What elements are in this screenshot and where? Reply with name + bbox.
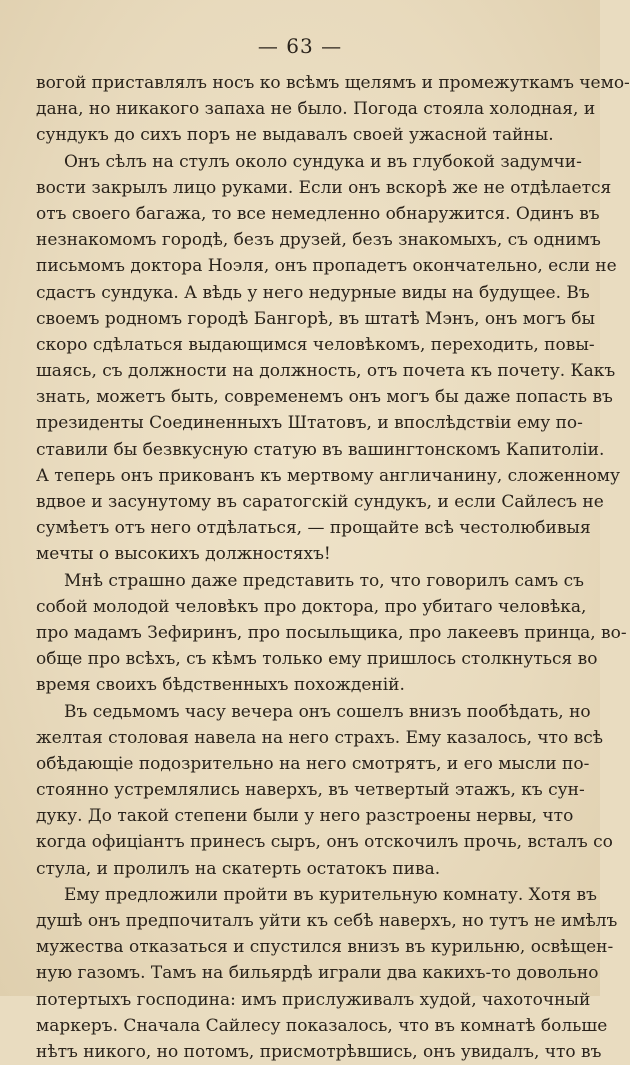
text-line: скоро сдѣлаться выдающимся человѣкомъ, переходить, повы- xyxy=(36,334,595,355)
text-line: потертыхъ господина: имъ прислуживалъ худой, чахоточный xyxy=(36,989,591,1010)
text-line: вости закрылъ лицо руками. Если онъ вскорѣ же не отдѣлается xyxy=(36,177,612,198)
text-line: вдвое и засунутому въ саратогскій сундукъ, и если Сайлесъ не xyxy=(36,492,604,512)
text-line: знать, можетъ быть, современемъ онъ могъ бы даже попасть въ xyxy=(36,387,613,408)
text-line: стоянно устремлялись наверхъ, въ четвертый этажъ, къ сун- xyxy=(36,780,585,801)
paragraph xyxy=(36,70,630,149)
text-line: собой молодой человѣкъ про доктора, про убитаго человѣка, xyxy=(36,596,587,617)
text-line: душѣ онъ предпочиталъ уйти къ себѣ наверхъ, но тутъ не имѣлъ xyxy=(36,911,618,931)
text-line: Мнѣ страшно даже представить то, что говорилъ самъ съ xyxy=(64,570,584,591)
paragraph xyxy=(36,568,627,699)
text-line: нѣтъ никого, но потомъ, присмотрѣвшись, онъ увидалъ, что въ xyxy=(36,1041,602,1062)
paragraph xyxy=(36,882,618,1065)
text-line: незнакомомъ городѣ, безъ друзей, безъ знакомыхъ, съ однимъ xyxy=(36,230,601,251)
text-line: про мадамъ Зефиринъ, про посыльщика, про лакеевъ принца, во- xyxy=(36,622,627,643)
text-line: маркеръ. Сначала Сайлесу показалось, что въ комнатѣ больше xyxy=(36,1015,608,1036)
body-text xyxy=(36,70,630,1065)
text-line: дуку. До такой степени были у него разстроены нервы, что xyxy=(36,806,574,827)
text-line: письмомъ доктора Ноэля, онъ пропадетъ окончательно, если не xyxy=(36,256,617,277)
page-number: — 63 — xyxy=(257,34,343,58)
text-line: желтая столовая навела на него страхъ. Ему казалось, что всѣ xyxy=(36,727,604,748)
text-line: Ему предложили пройти въ курительную комнату. Хотя въ xyxy=(64,884,597,905)
text-line: стула, и пролилъ на скатерть остатокъ пива. xyxy=(36,858,441,879)
text-line: Онъ сѣлъ на стулъ около сундука и въ глубокой задумчи- xyxy=(64,151,582,172)
text-line: вогой приставлялъ носъ ко всѣмъ щелямъ и промежуткамъ чемо- xyxy=(36,73,630,93)
text-line: ную газомъ. Тамъ на бильярдѣ играли два какихъ-то довольно xyxy=(36,963,599,984)
text-line: ставили бы безвкусную статую въ вашингтонскомъ Капитоліи. xyxy=(36,439,605,460)
text-line: А теперь онъ прикованъ къ мертвому англичанину, сложенному xyxy=(36,465,621,486)
text-line: обще про всѣхъ, съ кѣмъ только ему пришлось столкнуться во xyxy=(36,649,598,670)
text-line: отъ своего багажа, то все немедленно обнаружится. Одинъ въ xyxy=(36,203,600,224)
text-line: сундукъ до сихъ поръ не выдавалъ своей ужасной тайны. xyxy=(36,125,554,146)
text-line: сдастъ сундука. А вѣдь у него недурные виды на будущее. Въ xyxy=(36,282,590,303)
text-line: сумѣетъ отъ него отдѣлаться, — прощайте всѣ честолюбивыя xyxy=(36,518,591,539)
text-line: дана, но никакого запаха не было. Погода стояла холодная, и xyxy=(36,99,596,120)
paragraph xyxy=(36,699,613,882)
text-line: президенты Соединенныхъ Штатовъ, и впослѣдствіи ему по- xyxy=(36,413,583,434)
text-line: мужества отказаться и спустился внизъ въ курильню, освѣщен- xyxy=(36,937,614,958)
text-line: мечты о высокихъ должностяхъ! xyxy=(36,544,331,565)
text-line: когда офиціантъ принесъ сыръ, онъ отскочилъ прочь, всталъ со xyxy=(36,832,613,853)
text-line: время своихъ бѣдственныхъ похожденій. xyxy=(36,675,405,696)
text-line: шаясь, съ должности на должность, отъ почета къ почету. Какъ xyxy=(36,361,616,382)
text-line: Въ седьмомъ часу вечера онъ сошелъ внизъ пообѣдать, но xyxy=(64,701,591,722)
paragraph xyxy=(36,149,621,568)
text-line: своемъ родномъ городѣ Бангорѣ, въ штатѣ Мэнъ, онъ могъ бы xyxy=(36,308,596,329)
text-line: обѣдающіе подозрительно на него смотрятъ, и его мысли по- xyxy=(36,753,590,774)
